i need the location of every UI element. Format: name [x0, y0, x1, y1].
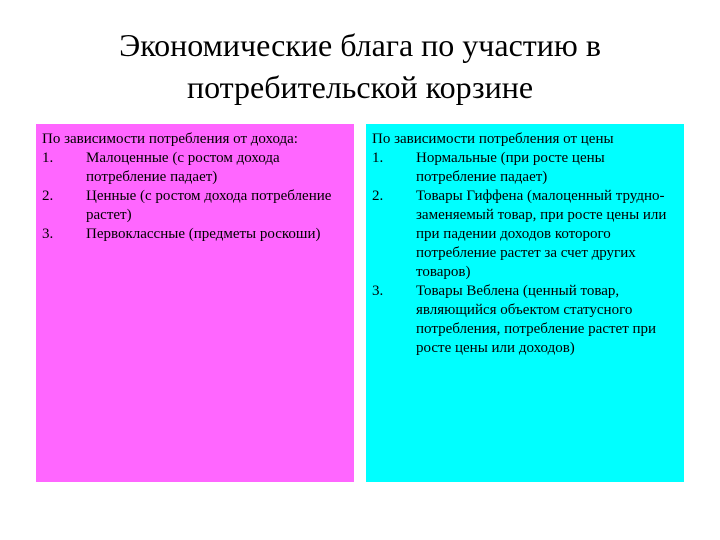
item-text: Малоценные (с ростом дохода потребление падает) — [86, 150, 280, 185]
title-line-1: Экономические блага по участию в — [119, 27, 601, 63]
item-number: 2. — [42, 188, 54, 204]
item-text: Нормальные (при росте цены потребление падает) — [416, 150, 605, 185]
list-item — [42, 187, 350, 225]
list-item — [372, 187, 680, 282]
title-line-2: потребительской корзине — [186, 69, 534, 105]
item-text: Товары Веблена (ценный товар, являющийся объектом статусного потребления, потребление растет при росте цены или доходов) — [416, 283, 657, 356]
price-panel-heading: По зависимости потребления от цены — [372, 131, 614, 147]
income-panel — [36, 124, 354, 482]
item-number: 3. — [372, 283, 384, 299]
list-item — [372, 282, 680, 358]
list-item — [372, 149, 680, 187]
item-number: 3. — [42, 226, 54, 242]
price-panel — [366, 124, 684, 482]
item-number: 1. — [42, 150, 54, 166]
item-text: Товары Гиффена (малоценный труднозаменяемый товар, при росте цены или при падении доходов которого потребление растет за счет других товаров) — [416, 188, 667, 280]
income-panel-heading: По зависимости потребления от дохода: — [42, 131, 298, 147]
item-text: Ценные (с ростом дохода потребление растет) — [86, 188, 332, 223]
list-item — [42, 225, 350, 244]
list-item — [42, 149, 350, 187]
slide-title — [0, 24, 720, 108]
item-text: Первоклассные (предметы роскоши) — [86, 226, 321, 242]
item-number: 2. — [372, 188, 384, 204]
item-number: 1. — [372, 150, 384, 166]
